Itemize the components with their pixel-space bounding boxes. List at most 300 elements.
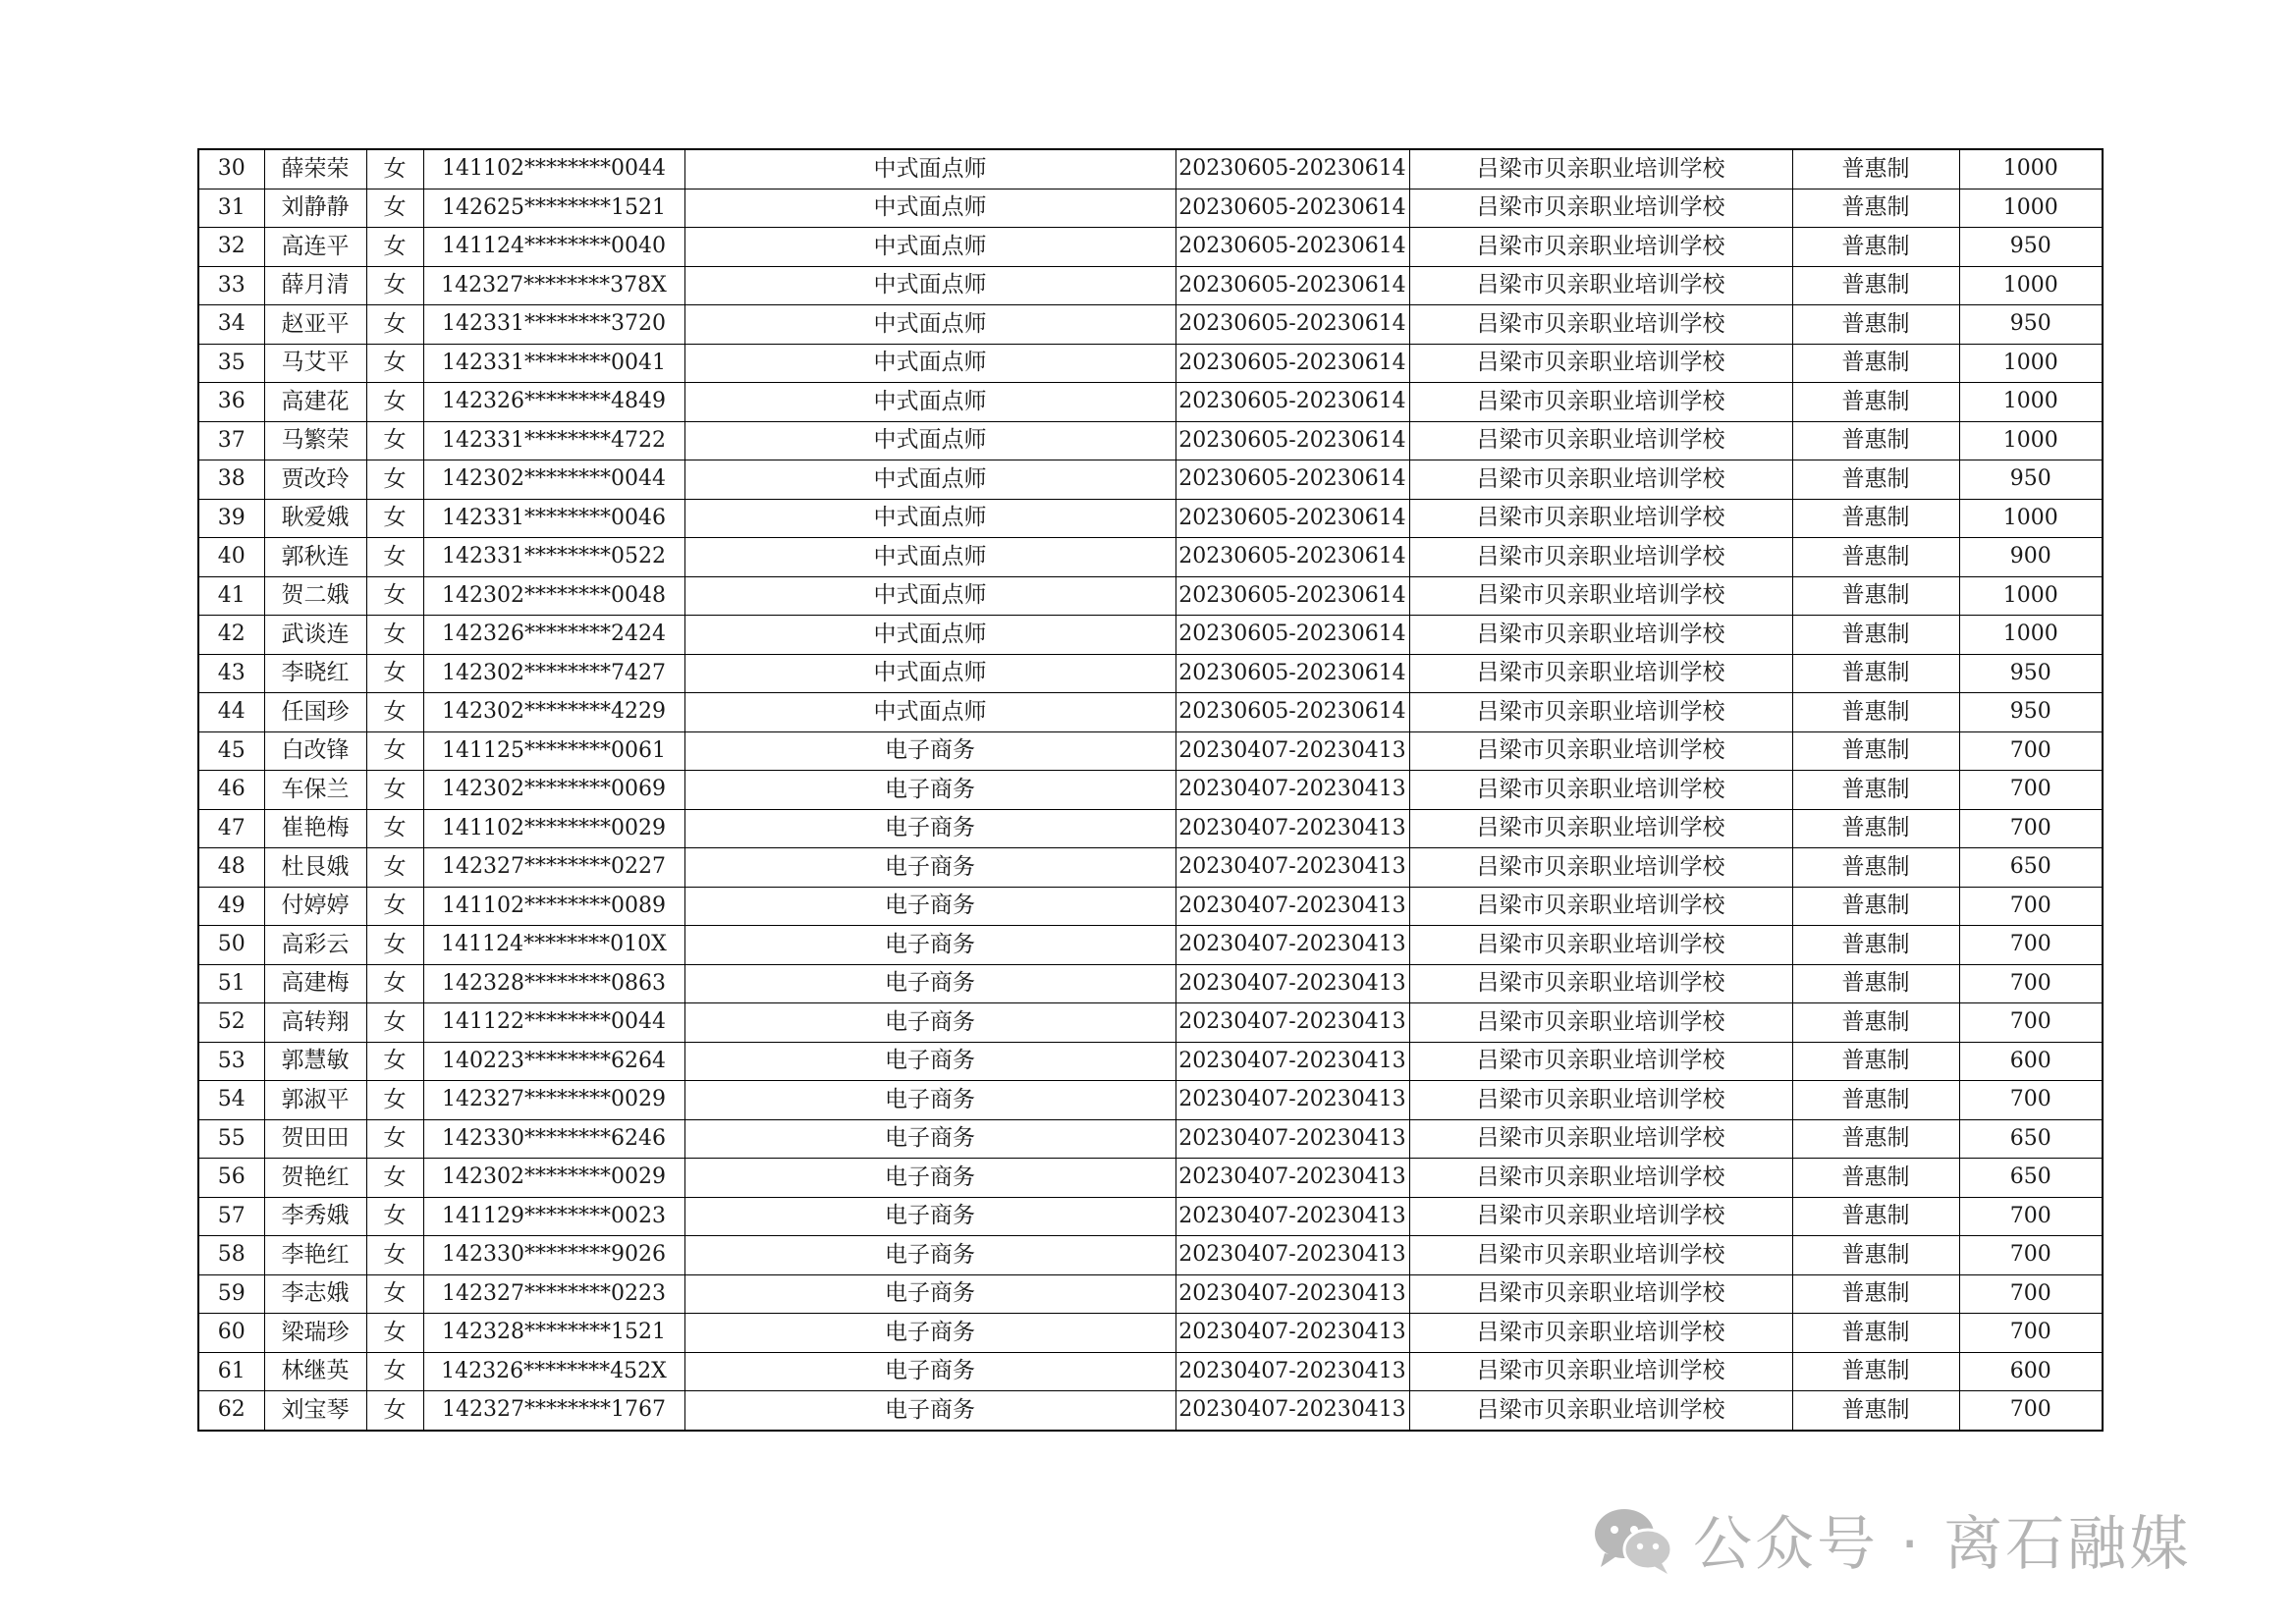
cell-school: 吕梁市贝亲职业培训学校	[1409, 1391, 1792, 1431]
cell-amount: 950	[1959, 693, 2103, 732]
cell-course: 电子商务	[684, 1391, 1175, 1431]
cell-name: 高建梅	[264, 964, 366, 1003]
cell-period: 20230605-20230614	[1175, 654, 1409, 693]
cell-gender: 女	[366, 576, 423, 616]
cell-amount: 700	[1959, 1236, 2103, 1275]
cell-amount: 700	[1959, 964, 2103, 1003]
cell-id-number: 141125********0061	[423, 731, 684, 771]
cell-id-number: 142330********6246	[423, 1119, 684, 1159]
cell-amount: 700	[1959, 731, 2103, 771]
cell-amount: 1000	[1959, 344, 2103, 383]
cell-gender: 女	[366, 771, 423, 810]
cell-index: 30	[198, 149, 264, 189]
cell-gender: 女	[366, 538, 423, 577]
cell-gender: 女	[366, 499, 423, 538]
cell-course: 电子商务	[684, 1119, 1175, 1159]
cell-amount: 950	[1959, 305, 2103, 345]
cell-id-number: 142302********0029	[423, 1159, 684, 1198]
cell-name: 耿爱娥	[264, 499, 366, 538]
cell-period: 20230407-20230413	[1175, 1003, 1409, 1043]
cell-school: 吕梁市贝亲职业培训学校	[1409, 731, 1792, 771]
cell-name: 梁瑞珍	[264, 1314, 366, 1353]
cell-id-number: 142327********0029	[423, 1081, 684, 1120]
cell-system: 普惠制	[1792, 1197, 1959, 1236]
cell-name: 李艳红	[264, 1236, 366, 1275]
cell-system: 普惠制	[1792, 1314, 1959, 1353]
cell-name: 崔艳梅	[264, 809, 366, 848]
cell-name: 高建花	[264, 383, 366, 422]
table-row	[198, 228, 2103, 267]
cell-period: 20230605-20230614	[1175, 693, 1409, 732]
table-row	[198, 499, 2103, 538]
cell-period: 20230605-20230614	[1175, 189, 1409, 228]
cell-amount: 950	[1959, 460, 2103, 500]
cell-gender: 女	[366, 228, 423, 267]
cell-period: 20230407-20230413	[1175, 1314, 1409, 1353]
cell-school: 吕梁市贝亲职业培训学校	[1409, 887, 1792, 926]
cell-school: 吕梁市贝亲职业培训学校	[1409, 266, 1792, 305]
cell-system: 普惠制	[1792, 1159, 1959, 1198]
cell-course: 电子商务	[684, 1042, 1175, 1081]
cell-gender: 女	[366, 1159, 423, 1198]
cell-course: 中式面点师	[684, 189, 1175, 228]
cell-period: 20230407-20230413	[1175, 809, 1409, 848]
cell-gender: 女	[366, 460, 423, 500]
cell-system: 普惠制	[1792, 499, 1959, 538]
cell-amount: 1000	[1959, 383, 2103, 422]
cell-id-number: 142330********9026	[423, 1236, 684, 1275]
table-row	[198, 771, 2103, 810]
cell-index: 35	[198, 344, 264, 383]
cell-period: 20230407-20230413	[1175, 926, 1409, 965]
cell-id-number: 142327********378X	[423, 266, 684, 305]
cell-course: 电子商务	[684, 887, 1175, 926]
cell-gender: 女	[366, 1042, 423, 1081]
table-row	[198, 1119, 2103, 1159]
cell-id-number: 142331********0522	[423, 538, 684, 577]
table-row	[198, 460, 2103, 500]
cell-amount: 700	[1959, 1081, 2103, 1120]
cell-system: 普惠制	[1792, 305, 1959, 345]
cell-school: 吕梁市贝亲职业培训学校	[1409, 654, 1792, 693]
cell-id-number: 142331********3720	[423, 305, 684, 345]
cell-course: 电子商务	[684, 1236, 1175, 1275]
table-row	[198, 1236, 2103, 1275]
watermark-text: 公众号 · 离石融媒	[1693, 1510, 2192, 1579]
cell-system: 普惠制	[1792, 1042, 1959, 1081]
cell-amount: 1000	[1959, 149, 2103, 189]
cell-course: 中式面点师	[684, 383, 1175, 422]
cell-system: 普惠制	[1792, 809, 1959, 848]
cell-name: 马繁荣	[264, 421, 366, 460]
table-row	[198, 149, 2103, 189]
cell-course: 中式面点师	[684, 576, 1175, 616]
cell-name: 贺二娥	[264, 576, 366, 616]
cell-index: 33	[198, 266, 264, 305]
cell-system: 普惠制	[1792, 887, 1959, 926]
cell-id-number: 142625********1521	[423, 189, 684, 228]
cell-course: 电子商务	[684, 1197, 1175, 1236]
cell-id-number: 142302********0048	[423, 576, 684, 616]
cell-name: 李志娥	[264, 1274, 366, 1314]
cell-system: 普惠制	[1792, 731, 1959, 771]
cell-gender: 女	[366, 848, 423, 888]
cell-id-number: 142326********2424	[423, 616, 684, 655]
cell-period: 20230407-20230413	[1175, 1119, 1409, 1159]
cell-course: 电子商务	[684, 1274, 1175, 1314]
cell-id-number: 142328********0863	[423, 964, 684, 1003]
cell-course: 电子商务	[684, 809, 1175, 848]
cell-course: 中式面点师	[684, 344, 1175, 383]
cell-name: 李秀娥	[264, 1197, 366, 1236]
cell-amount: 700	[1959, 809, 2103, 848]
cell-index: 37	[198, 421, 264, 460]
cell-id-number: 141122********0044	[423, 1003, 684, 1043]
table-row	[198, 344, 2103, 383]
cell-amount: 1000	[1959, 576, 2103, 616]
cell-school: 吕梁市贝亲职业培训学校	[1409, 1197, 1792, 1236]
table-row	[198, 887, 2103, 926]
cell-amount: 1000	[1959, 421, 2103, 460]
cell-period: 20230407-20230413	[1175, 848, 1409, 888]
cell-index: 47	[198, 809, 264, 848]
cell-index: 54	[198, 1081, 264, 1120]
cell-school: 吕梁市贝亲职业培训学校	[1409, 809, 1792, 848]
cell-index: 42	[198, 616, 264, 655]
cell-school: 吕梁市贝亲职业培训学校	[1409, 616, 1792, 655]
cell-amount: 1000	[1959, 189, 2103, 228]
cell-system: 普惠制	[1792, 771, 1959, 810]
cell-period: 20230605-20230614	[1175, 149, 1409, 189]
cell-name: 薛月清	[264, 266, 366, 305]
table-row	[198, 538, 2103, 577]
cell-name: 郭秋连	[264, 538, 366, 577]
cell-index: 50	[198, 926, 264, 965]
cell-amount: 700	[1959, 1197, 2103, 1236]
cell-index: 61	[198, 1352, 264, 1391]
cell-gender: 女	[366, 1119, 423, 1159]
table-row	[198, 1003, 2103, 1043]
cell-amount: 600	[1959, 1042, 2103, 1081]
cell-index: 51	[198, 964, 264, 1003]
cell-name: 杜艮娥	[264, 848, 366, 888]
cell-amount: 700	[1959, 1314, 2103, 1353]
cell-course: 电子商务	[684, 1081, 1175, 1120]
cell-school: 吕梁市贝亲职业培训学校	[1409, 1274, 1792, 1314]
cell-gender: 女	[366, 383, 423, 422]
cell-index: 31	[198, 189, 264, 228]
table-row	[198, 964, 2103, 1003]
cell-gender: 女	[366, 149, 423, 189]
cell-system: 普惠制	[1792, 1119, 1959, 1159]
cell-system: 普惠制	[1792, 1236, 1959, 1275]
cell-gender: 女	[366, 421, 423, 460]
cell-name: 林继英	[264, 1352, 366, 1391]
cell-name: 马艾平	[264, 344, 366, 383]
cell-system: 普惠制	[1792, 228, 1959, 267]
cell-school: 吕梁市贝亲职业培训学校	[1409, 1236, 1792, 1275]
cell-period: 20230605-20230614	[1175, 305, 1409, 345]
cell-school: 吕梁市贝亲职业培训学校	[1409, 576, 1792, 616]
cell-course: 中式面点师	[684, 266, 1175, 305]
table-row	[198, 1274, 2103, 1314]
cell-gender: 女	[366, 616, 423, 655]
cell-period: 20230407-20230413	[1175, 1159, 1409, 1198]
cell-index: 59	[198, 1274, 264, 1314]
cell-index: 45	[198, 731, 264, 771]
cell-gender: 女	[366, 1391, 423, 1431]
table-row	[198, 809, 2103, 848]
cell-period: 20230605-20230614	[1175, 344, 1409, 383]
cell-amount: 650	[1959, 1119, 2103, 1159]
cell-index: 32	[198, 228, 264, 267]
cell-school: 吕梁市贝亲职业培训学校	[1409, 926, 1792, 965]
cell-gender: 女	[366, 693, 423, 732]
cell-school: 吕梁市贝亲职业培训学校	[1409, 228, 1792, 267]
table-row	[198, 1081, 2103, 1120]
cell-id-number: 142327********1767	[423, 1391, 684, 1431]
cell-system: 普惠制	[1792, 1081, 1959, 1120]
cell-amount: 700	[1959, 926, 2103, 965]
cell-period: 20230605-20230614	[1175, 460, 1409, 500]
cell-school: 吕梁市贝亲职业培训学校	[1409, 1352, 1792, 1391]
table-row	[198, 693, 2103, 732]
cell-id-number: 141102********0089	[423, 887, 684, 926]
cell-school: 吕梁市贝亲职业培训学校	[1409, 344, 1792, 383]
cell-amount: 700	[1959, 771, 2103, 810]
cell-gender: 女	[366, 1314, 423, 1353]
cell-course: 中式面点师	[684, 499, 1175, 538]
cell-course: 电子商务	[684, 1314, 1175, 1353]
cell-index: 58	[198, 1236, 264, 1275]
watermark	[1589, 1502, 2257, 1577]
table-row	[198, 1159, 2103, 1198]
cell-index: 49	[198, 887, 264, 926]
cell-school: 吕梁市贝亲职业培训学校	[1409, 1119, 1792, 1159]
cell-school: 吕梁市贝亲职业培训学校	[1409, 1314, 1792, 1353]
cell-system: 普惠制	[1792, 964, 1959, 1003]
cell-gender: 女	[366, 1003, 423, 1043]
cell-id-number: 142302********0069	[423, 771, 684, 810]
cell-system: 普惠制	[1792, 1391, 1959, 1431]
table-row	[198, 616, 2103, 655]
cell-period: 20230605-20230614	[1175, 266, 1409, 305]
cell-period: 20230407-20230413	[1175, 1042, 1409, 1081]
cell-gender: 女	[366, 926, 423, 965]
cell-course: 中式面点师	[684, 228, 1175, 267]
cell-school: 吕梁市贝亲职业培训学校	[1409, 421, 1792, 460]
cell-name: 高连平	[264, 228, 366, 267]
cell-id-number: 142328********1521	[423, 1314, 684, 1353]
cell-name: 付婷婷	[264, 887, 366, 926]
cell-course: 电子商务	[684, 964, 1175, 1003]
cell-id-number: 142331********0046	[423, 499, 684, 538]
cell-id-number: 142302********7427	[423, 654, 684, 693]
cell-id-number: 142331********4722	[423, 421, 684, 460]
cell-name: 刘宝琴	[264, 1391, 366, 1431]
cell-gender: 女	[366, 809, 423, 848]
cell-system: 普惠制	[1792, 460, 1959, 500]
cell-name: 任国珍	[264, 693, 366, 732]
cell-system: 普惠制	[1792, 1274, 1959, 1314]
cell-index: 60	[198, 1314, 264, 1353]
cell-id-number: 142302********4229	[423, 693, 684, 732]
cell-course: 中式面点师	[684, 460, 1175, 500]
cell-school: 吕梁市贝亲职业培训学校	[1409, 771, 1792, 810]
cell-period: 20230407-20230413	[1175, 964, 1409, 1003]
cell-amount: 700	[1959, 1274, 2103, 1314]
cell-school: 吕梁市贝亲职业培训学校	[1409, 693, 1792, 732]
cell-id-number: 142302********0044	[423, 460, 684, 500]
cell-course: 电子商务	[684, 926, 1175, 965]
cell-system: 普惠制	[1792, 344, 1959, 383]
cell-amount: 950	[1959, 654, 2103, 693]
cell-id-number: 142327********0223	[423, 1274, 684, 1314]
cell-course: 中式面点师	[684, 654, 1175, 693]
cell-index: 56	[198, 1159, 264, 1198]
cell-name: 李晓红	[264, 654, 366, 693]
cell-system: 普惠制	[1792, 1003, 1959, 1043]
cell-name: 郭淑平	[264, 1081, 366, 1120]
cell-system: 普惠制	[1792, 383, 1959, 422]
cell-gender: 女	[366, 1081, 423, 1120]
cell-period: 20230605-20230614	[1175, 228, 1409, 267]
cell-index: 55	[198, 1119, 264, 1159]
cell-school: 吕梁市贝亲职业培训学校	[1409, 1081, 1792, 1120]
table-row	[198, 731, 2103, 771]
cell-id-number: 142327********0227	[423, 848, 684, 888]
cell-period: 20230605-20230614	[1175, 421, 1409, 460]
cell-id-number: 141102********0029	[423, 809, 684, 848]
table-row	[198, 1314, 2103, 1353]
cell-gender: 女	[366, 189, 423, 228]
cell-amount: 1000	[1959, 266, 2103, 305]
table-row	[198, 848, 2103, 888]
cell-amount: 650	[1959, 1159, 2103, 1198]
cell-course: 中式面点师	[684, 538, 1175, 577]
cell-amount: 900	[1959, 538, 2103, 577]
cell-course: 电子商务	[684, 1159, 1175, 1198]
table-row	[198, 1352, 2103, 1391]
cell-index: 43	[198, 654, 264, 693]
cell-amount: 700	[1959, 887, 2103, 926]
cell-name: 薛荣荣	[264, 149, 366, 189]
subsidy-roster-table	[197, 148, 2104, 1432]
cell-school: 吕梁市贝亲职业培训学校	[1409, 1003, 1792, 1043]
cell-course: 中式面点师	[684, 149, 1175, 189]
cell-period: 20230605-20230614	[1175, 538, 1409, 577]
cell-system: 普惠制	[1792, 189, 1959, 228]
cell-system: 普惠制	[1792, 421, 1959, 460]
cell-index: 57	[198, 1197, 264, 1236]
cell-index: 46	[198, 771, 264, 810]
cell-index: 52	[198, 1003, 264, 1043]
cell-course: 电子商务	[684, 771, 1175, 810]
cell-gender: 女	[366, 1236, 423, 1275]
cell-school: 吕梁市贝亲职业培训学校	[1409, 149, 1792, 189]
cell-course: 电子商务	[684, 731, 1175, 771]
cell-name: 赵亚平	[264, 305, 366, 345]
cell-system: 普惠制	[1792, 149, 1959, 189]
cell-name: 高转翔	[264, 1003, 366, 1043]
cell-gender: 女	[366, 305, 423, 345]
cell-name: 高彩云	[264, 926, 366, 965]
cell-name: 白改锋	[264, 731, 366, 771]
cell-period: 20230407-20230413	[1175, 1081, 1409, 1120]
cell-school: 吕梁市贝亲职业培训学校	[1409, 538, 1792, 577]
cell-period: 20230605-20230614	[1175, 499, 1409, 538]
cell-period: 20230407-20230413	[1175, 1352, 1409, 1391]
cell-system: 普惠制	[1792, 848, 1959, 888]
cell-index: 53	[198, 1042, 264, 1081]
cell-system: 普惠制	[1792, 693, 1959, 732]
cell-period: 20230407-20230413	[1175, 771, 1409, 810]
cell-gender: 女	[366, 1197, 423, 1236]
cell-gender: 女	[366, 344, 423, 383]
cell-school: 吕梁市贝亲职业培训学校	[1409, 499, 1792, 538]
cell-index: 34	[198, 305, 264, 345]
cell-gender: 女	[366, 266, 423, 305]
table-row	[198, 383, 2103, 422]
cell-name: 贺艳红	[264, 1159, 366, 1198]
cell-gender: 女	[366, 964, 423, 1003]
cell-period: 20230605-20230614	[1175, 616, 1409, 655]
cell-system: 普惠制	[1792, 538, 1959, 577]
cell-id-number: 141124********0040	[423, 228, 684, 267]
cell-gender: 女	[366, 1352, 423, 1391]
cell-period: 20230407-20230413	[1175, 731, 1409, 771]
cell-period: 20230407-20230413	[1175, 1274, 1409, 1314]
cell-index: 62	[198, 1391, 264, 1431]
cell-school: 吕梁市贝亲职业培训学校	[1409, 848, 1792, 888]
cell-name: 刘静静	[264, 189, 366, 228]
cell-name: 贾改玲	[264, 460, 366, 500]
cell-course: 电子商务	[684, 1352, 1175, 1391]
cell-gender: 女	[366, 654, 423, 693]
cell-school: 吕梁市贝亲职业培训学校	[1409, 189, 1792, 228]
cell-course: 中式面点师	[684, 421, 1175, 460]
cell-name: 车保兰	[264, 771, 366, 810]
cell-gender: 女	[366, 887, 423, 926]
cell-course: 电子商务	[684, 1003, 1175, 1043]
cell-id-number: 141102********0044	[423, 149, 684, 189]
cell-system: 普惠制	[1792, 926, 1959, 965]
table-row	[198, 1197, 2103, 1236]
wechat-icon	[1589, 1502, 1679, 1577]
cell-id-number: 142331********0041	[423, 344, 684, 383]
table-row	[198, 1391, 2103, 1431]
cell-period: 20230407-20230413	[1175, 1391, 1409, 1431]
cell-period: 20230407-20230413	[1175, 887, 1409, 926]
cell-school: 吕梁市贝亲职业培训学校	[1409, 383, 1792, 422]
cell-name: 贺田田	[264, 1119, 366, 1159]
cell-amount: 600	[1959, 1352, 2103, 1391]
table-body	[198, 149, 2103, 1431]
cell-index: 36	[198, 383, 264, 422]
cell-id-number: 141129********0023	[423, 1197, 684, 1236]
table-row	[198, 189, 2103, 228]
cell-course: 电子商务	[684, 848, 1175, 888]
cell-amount: 1000	[1959, 616, 2103, 655]
cell-school: 吕梁市贝亲职业培训学校	[1409, 1159, 1792, 1198]
cell-id-number: 142326********4849	[423, 383, 684, 422]
table-row	[198, 576, 2103, 616]
table-row	[198, 305, 2103, 345]
cell-amount: 700	[1959, 1003, 2103, 1043]
cell-amount: 950	[1959, 228, 2103, 267]
cell-id-number: 140223********6264	[423, 1042, 684, 1081]
cell-name: 武谈连	[264, 616, 366, 655]
